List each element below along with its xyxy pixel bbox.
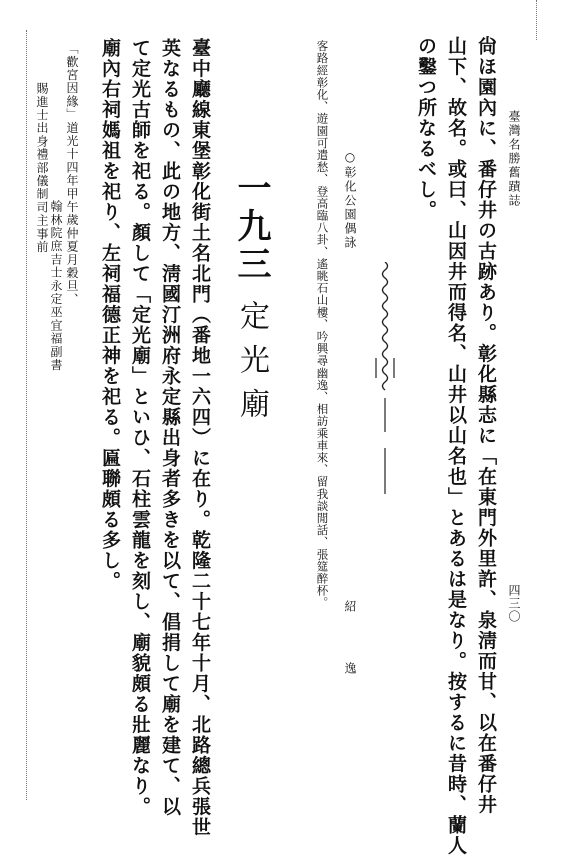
body-line: 英なるもの、此の地方、淸國汀洲府永定縣出身者多きを以て、倡捐して廟を建て、以 [159, 38, 181, 817]
section-title: 定光廟 [234, 300, 269, 432]
plaque-note-line: 「歡宮因緣」道光十四年甲午歲仲夏月穀旦、 [65, 42, 79, 306]
continuation-line: の鑿つ所なるべし。 [415, 36, 437, 221]
running-head: 臺灣名勝舊蹟誌 [507, 110, 521, 208]
poem-text: 客路經彰化、遊園可遣愁、登高臨八卦、遙眺石山樓、吟興尋幽逸、相訪乘車來、留我談閒話、張筵醉杯。 [315, 40, 330, 609]
wavy-separator [372, 262, 398, 494]
section-number: 一九三 [231, 170, 271, 284]
plaque-note-line: 賜進士出身禮部儀制司主事前 [35, 82, 49, 254]
continuation-line: 山下、故名。或曰、山因井而得名、山井以山名也」とあるは是なり。按するに昔時、蘭人 [445, 36, 467, 856]
poem-author: 紹 逸 [343, 600, 357, 692]
poem-title: ○彰化公園偶詠 [343, 150, 357, 250]
plaque-note-line: 翰林院庶吉士永定巫宜福副書 [49, 200, 63, 372]
body-line: 廟內右祠媽祖を祀り、左祠福德正神を祀る。匾聯頗る多し。 [99, 38, 121, 592]
page-number: 四三〇 [507, 584, 521, 623]
continuation-line: 尙ほ園內に、番仔井の古跡あり。彰化縣志に「在東門外里許、泉淸而甘、以在番仔井 [475, 36, 497, 815]
body-line: 臺中廳線東堡彰化街土名北門（番地一六四）に在り。乾隆二十七年十月、北路總兵張世 [189, 38, 211, 838]
right-top-rule [536, 0, 537, 40]
body-line: て定光古師を祀る。顏して「定光廟」といひ、石柱雲龍を刻し、廟貌頗る壯麗なり。 [129, 38, 151, 817]
left-margin-rule [26, 30, 27, 800]
